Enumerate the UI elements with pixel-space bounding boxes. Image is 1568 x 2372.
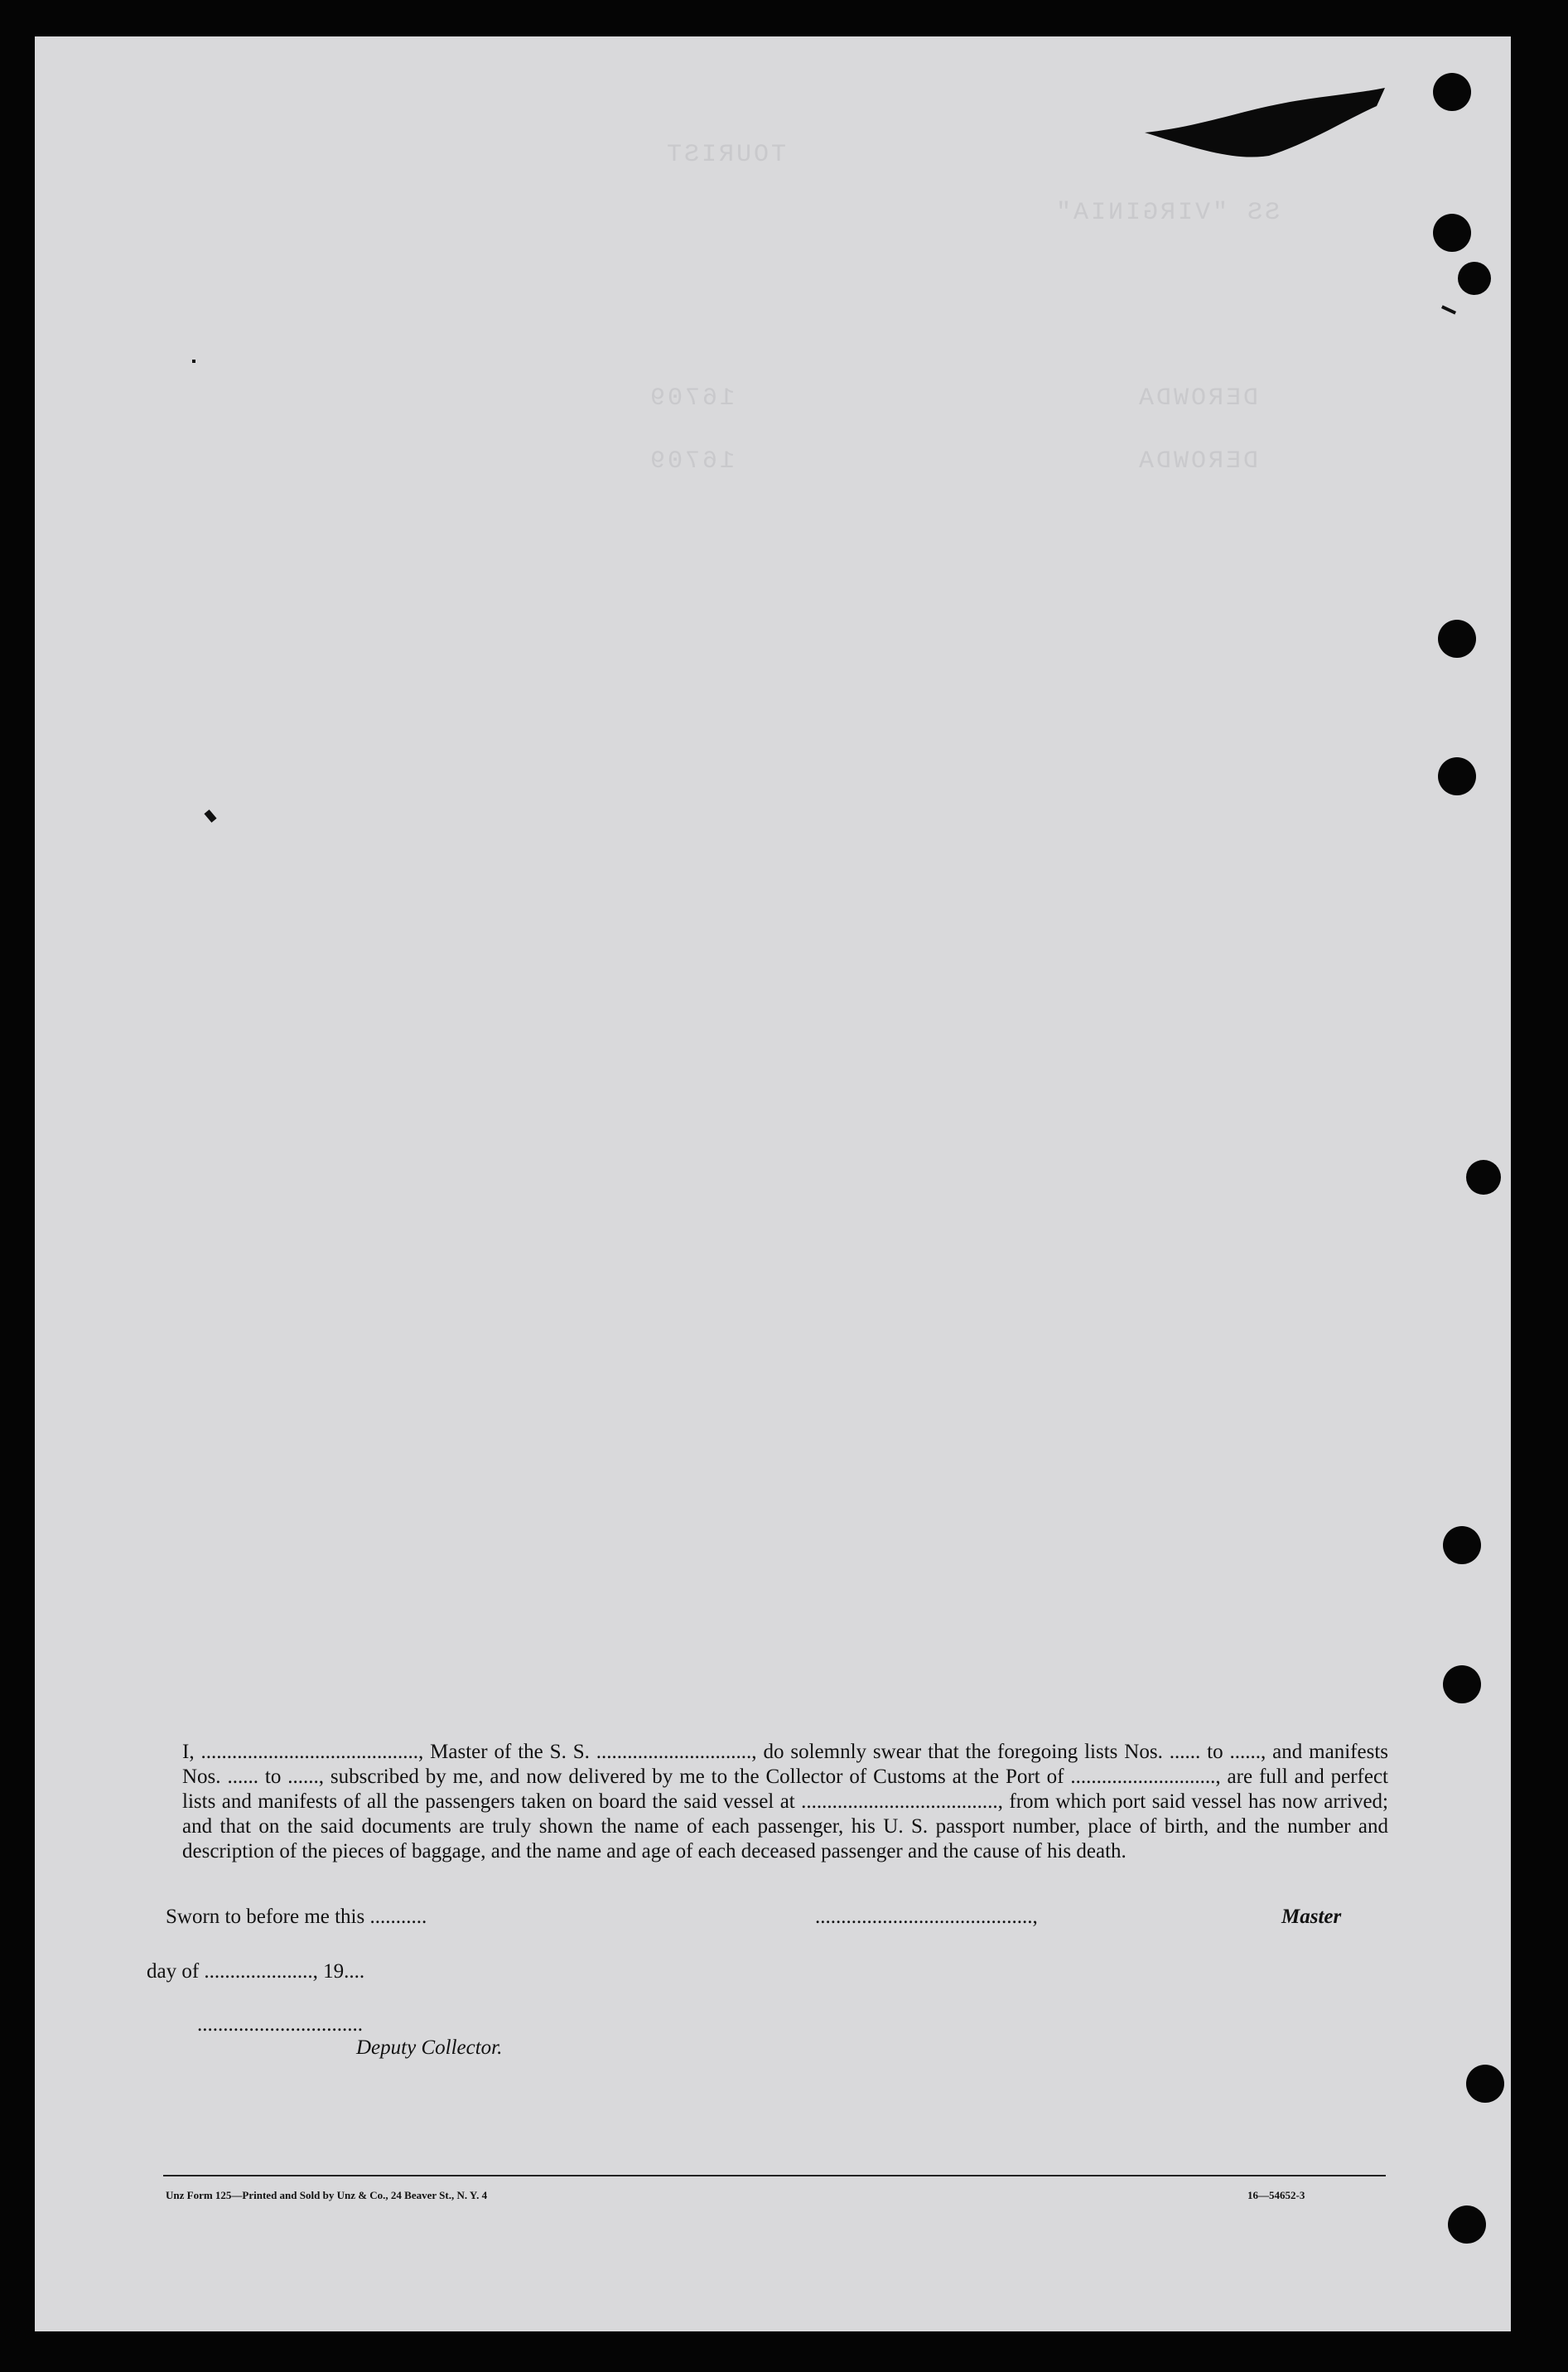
- day-line: day of ....................., 19....: [147, 1960, 365, 1983]
- master-oath-paragraph: [182, 1740, 1388, 1864]
- bleed-through-text: DEROWDA: [1136, 447, 1259, 476]
- footer-rule: [163, 2175, 1386, 2176]
- torn-paper-mark: [1145, 88, 1385, 162]
- punch-hole: [1443, 1526, 1481, 1564]
- sworn-line: Sworn to before me this ...........: [166, 1906, 427, 1928]
- collector-signature-dots: ................................: [197, 2013, 363, 2036]
- punch-hole: [1448, 2205, 1486, 2244]
- footer-form-number: 16—54652-3: [1247, 2189, 1305, 2201]
- bleed-through-text: SS "VIRGINIA": [1054, 199, 1281, 227]
- bleed-through-text: 16709: [648, 384, 736, 413]
- punch-hole: [1458, 262, 1491, 295]
- footer-printer-credit: Unz Form 125—Printed and Sold by Unz & Co., 24 Beaver St., N. Y. 4: [166, 2189, 488, 2201]
- punch-hole: [1438, 757, 1476, 795]
- master-signature-dots: ..........................................,: [815, 1906, 1038, 1928]
- bleed-through-text: TOURIST: [664, 141, 787, 169]
- master-label: Master: [1281, 1906, 1342, 1928]
- punch-hole: [1438, 620, 1476, 658]
- punch-hole: [1466, 1160, 1501, 1195]
- punch-hole: [1466, 2065, 1504, 2103]
- punch-hole: [1433, 214, 1471, 252]
- document-page: [35, 36, 1511, 2331]
- oath-text: I, .........................................., Master of the S. S. .............................., do solemnly swear that the foregoing lists Nos. ...... to ......, and manifests Nos. ...... to ......, subscribed by me, and now delivered by me to the Collector of Customs at the Port of ............................, are full and perfect lists and manifests of all the passengers taken on board the said vessel at ......................................, from which port said vessel has now arrived; and that on the said documents are truly shown the name of each passenger, his U. S. passport number, place of birth, and the number and description of the pieces of baggage, and the name and age of each deceased passenger and the cause of his death.: [182, 1741, 1388, 1862]
- deputy-collector-label: Deputy Collector.: [356, 2036, 503, 2059]
- ink-speck: [1441, 305, 1456, 314]
- punch-hole: [1433, 73, 1471, 111]
- ink-speck: [192, 360, 195, 363]
- punch-hole: [1443, 1665, 1481, 1703]
- bleed-through-text: 16709: [648, 447, 736, 476]
- ink-speck: [204, 809, 216, 823]
- bleed-through-text: DEROWDA: [1136, 384, 1259, 413]
